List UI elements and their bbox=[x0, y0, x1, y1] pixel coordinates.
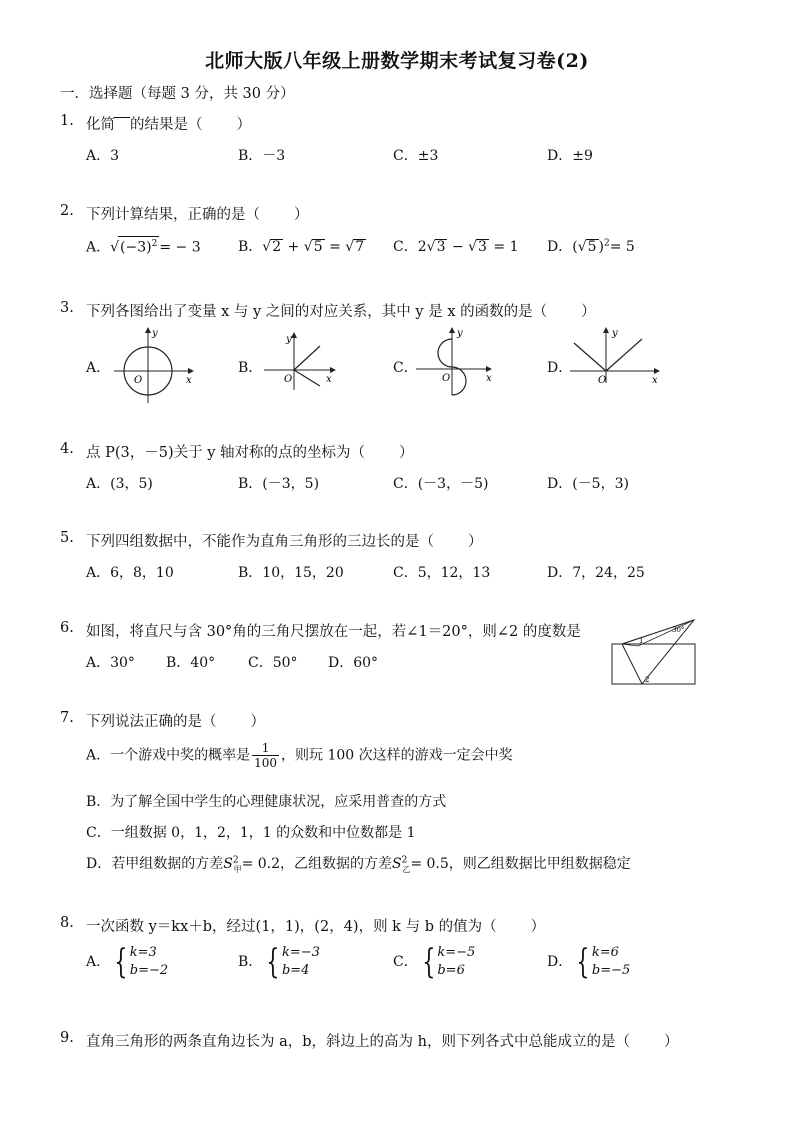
q6-fig-angle-1: 1 bbox=[639, 637, 644, 645]
q2-option-d-r: 5 bbox=[587, 239, 597, 255]
q6-fig-angle-30: 30° bbox=[672, 626, 685, 634]
q6-option-b: B．40° bbox=[166, 655, 216, 671]
q1-option-c: C．±3 bbox=[393, 148, 439, 164]
q4-option-a: A．(3，5) bbox=[86, 476, 153, 492]
q1-option-d: D．±9 bbox=[547, 148, 593, 164]
q2-option-d-close: ) bbox=[598, 239, 605, 255]
q7-option-b: B．为了解全国中学生的心理健康状况，应采用普查的方式 bbox=[86, 794, 447, 810]
q5-number: 5. bbox=[60, 530, 74, 546]
q3-d-x-label: x bbox=[652, 375, 658, 385]
q2-option-a: A．$√(-3)^2$ = − 3 bbox=[86, 236, 201, 257]
q2-option-c-label: C． bbox=[393, 239, 418, 255]
q3-d-y-label: y bbox=[612, 328, 618, 339]
q9-stem-end: ） bbox=[663, 1034, 679, 1050]
brace-icon: { bbox=[114, 942, 128, 982]
q8-option-d-b: b=−5 bbox=[591, 963, 631, 978]
q7-stem-end: ） bbox=[250, 714, 265, 730]
q7-frac-denominator: 100 bbox=[254, 756, 278, 770]
q4-option-b: B．(－3，5) bbox=[238, 476, 320, 492]
q3-b-x-label: x bbox=[326, 374, 332, 385]
q7-variance-sup1: 2 bbox=[232, 855, 239, 866]
q4-option-c: C．(－3，－5) bbox=[393, 476, 489, 492]
q7-stem bbox=[86, 710, 265, 731]
q2-option-b-r3: 7 bbox=[355, 239, 365, 255]
q7-option-c: C．一组数据 0，1，2，1，1 的众数和中位数都是 1 bbox=[86, 825, 416, 841]
q3-graph-b bbox=[262, 330, 338, 392]
q2-option-a-label: A． bbox=[86, 239, 111, 256]
q5-option-a: A．6，8，10 bbox=[86, 565, 174, 581]
q2-option-d-exp: 2 bbox=[604, 238, 610, 249]
q4-option-d: D．(－5，3) bbox=[547, 476, 629, 492]
q2-stem bbox=[86, 203, 309, 224]
q3-a-x-label: x bbox=[186, 375, 192, 386]
q9-stem-text: 直角三角形的两条直角边长为 a，b，斜边上的高为 h，则下列各式中总能成立的是（ bbox=[86, 1034, 630, 1050]
q6-option-d: D．60° bbox=[328, 655, 379, 671]
q6-fig-angle-2: 2 bbox=[645, 676, 650, 684]
q3-stem-end: ） bbox=[581, 304, 596, 320]
q2-option-d: D．(√5 )$^2$= 5 bbox=[547, 238, 635, 255]
q8-option-a-b: b=−2 bbox=[129, 963, 169, 978]
q4-stem-end: ） bbox=[399, 445, 414, 461]
q2-stem-end: ） bbox=[294, 207, 309, 223]
q2-option-b: B．√2 + √5 = √7 bbox=[238, 239, 365, 255]
q6-number: 6. bbox=[60, 620, 74, 636]
q1-stem-post: 的结果是（ bbox=[130, 117, 203, 133]
q7-option-d-mid: = 0.2，乙组数据的方差 bbox=[241, 856, 393, 872]
q8-option-b bbox=[238, 944, 320, 980]
q7-variance-sub2: 乙 bbox=[402, 864, 411, 874]
q6-stem: 如图，将直尺与含 30°角的三角尺摆放在一起，若∠1＝20°，则∠2 的度数是 bbox=[86, 624, 581, 640]
q8-option-c bbox=[393, 944, 475, 980]
q1-stem-end: ） bbox=[236, 117, 251, 133]
q2-option-a-exp: 2 bbox=[151, 239, 158, 249]
q3-number: 3. bbox=[60, 300, 74, 316]
q3-a-y-label: y bbox=[152, 328, 158, 339]
q3-b-y-label: y bbox=[286, 334, 292, 345]
q5-option-c: C．5，12，13 bbox=[393, 565, 491, 581]
q1-stem bbox=[86, 113, 251, 134]
q5-option-d: D．7，24，25 bbox=[547, 565, 645, 581]
q8-option-b-k: k=−3 bbox=[281, 945, 320, 960]
q3-label-d: D． bbox=[547, 360, 573, 376]
q8-option-b-label: B． bbox=[238, 954, 263, 970]
q1-stem-pre: 化简 bbox=[86, 117, 115, 133]
q2-option-b-label: B． bbox=[238, 239, 263, 255]
q2-option-b-r1: 2 bbox=[272, 239, 282, 255]
q7-option-a bbox=[86, 741, 513, 770]
q7-variance-sub1: 甲 bbox=[233, 864, 242, 874]
q3-c-y-label: y bbox=[457, 328, 463, 339]
page-title: 北师大版八年级上册数学期末考试复习卷(2) bbox=[205, 50, 589, 72]
q4-stem-text: 点 P(3，－5)关于 y 轴对称的点的坐标为（ bbox=[86, 445, 366, 461]
q7-variance-sup2: 2 bbox=[401, 855, 408, 866]
q2-option-c-coef: 2 bbox=[417, 239, 427, 255]
q3-d-origin: O bbox=[598, 375, 607, 385]
q8-option-d-label: D． bbox=[547, 954, 573, 970]
q2-option-d-open: ( bbox=[572, 239, 578, 255]
q2-option-b-eq: = bbox=[329, 239, 341, 255]
q8-option-a bbox=[86, 944, 168, 980]
q5-option-b: B．10，15，20 bbox=[238, 565, 344, 581]
q8-option-d-k: k=6 bbox=[591, 945, 619, 960]
q1-number: 1. bbox=[60, 113, 74, 129]
q9-stem bbox=[86, 1030, 678, 1051]
q2-option-c: C．2√3 − √3 = 1 bbox=[393, 239, 519, 255]
q7-frac-numerator: 1 bbox=[252, 741, 279, 756]
q4-number: 4. bbox=[60, 441, 74, 457]
q2-option-d-label: D． bbox=[547, 239, 573, 255]
section-heading: 一．选择题（每题 3 分，共 30 分） bbox=[60, 86, 295, 102]
q3-stem-text: 下列各图给出了变量 x 与 y 之间的对应关系，其中 y 是 x 的函数的是（ bbox=[86, 304, 548, 320]
q7-option-a-fraction bbox=[252, 741, 279, 770]
q1-sqrt-icon bbox=[114, 117, 130, 133]
brace-icon: { bbox=[576, 942, 590, 982]
q3-c-x-label: x bbox=[486, 373, 492, 384]
q7-number: 7. bbox=[60, 710, 74, 726]
q6-option-a: A．30° bbox=[86, 655, 135, 671]
q2-option-c-rest: = 1 bbox=[493, 239, 519, 255]
q5-stem-end: ） bbox=[468, 534, 483, 550]
q3-label-a: A． bbox=[86, 360, 111, 376]
q3-label-b: B． bbox=[238, 360, 263, 376]
q7-variance-s1: S bbox=[223, 856, 233, 872]
q2-option-b-plus: + bbox=[287, 239, 300, 255]
q2-option-a-radicand: (−3) bbox=[120, 239, 152, 256]
q2-number: 2. bbox=[60, 203, 74, 219]
q7-variance-s2: S bbox=[392, 856, 402, 872]
q8-stem-end: ） bbox=[530, 919, 546, 935]
q9-number: 9. bbox=[60, 1030, 74, 1046]
q2-option-d-rest: = 5 bbox=[609, 239, 635, 255]
q2-option-a-rest: = − 3 bbox=[159, 239, 201, 256]
q3-stem bbox=[86, 300, 596, 321]
q3-b-origin: O bbox=[284, 374, 293, 385]
q3-c-origin: O bbox=[442, 373, 451, 384]
q8-option-c-b: b=6 bbox=[437, 963, 465, 978]
q4-stem bbox=[86, 441, 414, 462]
q8-stem bbox=[86, 915, 545, 936]
q8-option-a-k: k=3 bbox=[129, 945, 157, 960]
q3-graph-c bbox=[414, 325, 496, 397]
q2-option-c-r2: 3 bbox=[478, 239, 487, 255]
q2-option-c-r1: 3 bbox=[436, 239, 446, 255]
q8-option-b-b: b=4 bbox=[281, 963, 310, 978]
q1-option-a: A．3 bbox=[86, 148, 120, 164]
q3-label-c: C． bbox=[393, 360, 418, 376]
q5-stem-text: 下列四组数据中，不能作为直角三角形的三边长的是（ bbox=[86, 534, 434, 550]
q7-option-a-post: ，则玩 100 次这样的游戏一定会中奖 bbox=[281, 747, 513, 764]
brace-icon: { bbox=[422, 942, 436, 982]
q6-figure-ruler-triangle bbox=[608, 616, 698, 688]
q7-option-d bbox=[86, 853, 631, 875]
q1-option-b: B．－3 bbox=[238, 148, 286, 164]
q8-option-a-label: A． bbox=[86, 954, 111, 970]
q8-stem-text: 一次函数 y＝kx＋b，经过(1，1)，(2，4)，则 k 与 b 的值为（ bbox=[86, 919, 497, 935]
q7-option-d-post: = 0.5，则乙组数据比甲组数据稳定 bbox=[410, 856, 631, 872]
q5-stem bbox=[86, 530, 483, 551]
q3-graph-d bbox=[568, 325, 664, 385]
q3-a-origin: O bbox=[134, 375, 143, 386]
q8-number: 8. bbox=[60, 915, 74, 931]
q7-stem-text: 下列说法正确的是（ bbox=[86, 714, 217, 730]
q6-option-c: C．50° bbox=[248, 655, 298, 671]
q2-option-c-minus: − bbox=[451, 239, 464, 255]
q2-option-b-r2: 5 bbox=[313, 239, 323, 255]
brace-icon: { bbox=[266, 942, 280, 982]
q8-option-c-label: C． bbox=[393, 954, 418, 970]
q8-option-d bbox=[547, 944, 630, 980]
q3-graph-a bbox=[112, 325, 196, 405]
q2-stem-text: 下列计算结果，正确的是（ bbox=[86, 207, 260, 223]
q7-option-d-pre: D．若甲组数据的方差 bbox=[86, 856, 224, 872]
q7-option-a-pre: A．一个游戏中奖的概率是 bbox=[86, 747, 251, 764]
q8-option-c-k: k=−5 bbox=[437, 945, 476, 960]
